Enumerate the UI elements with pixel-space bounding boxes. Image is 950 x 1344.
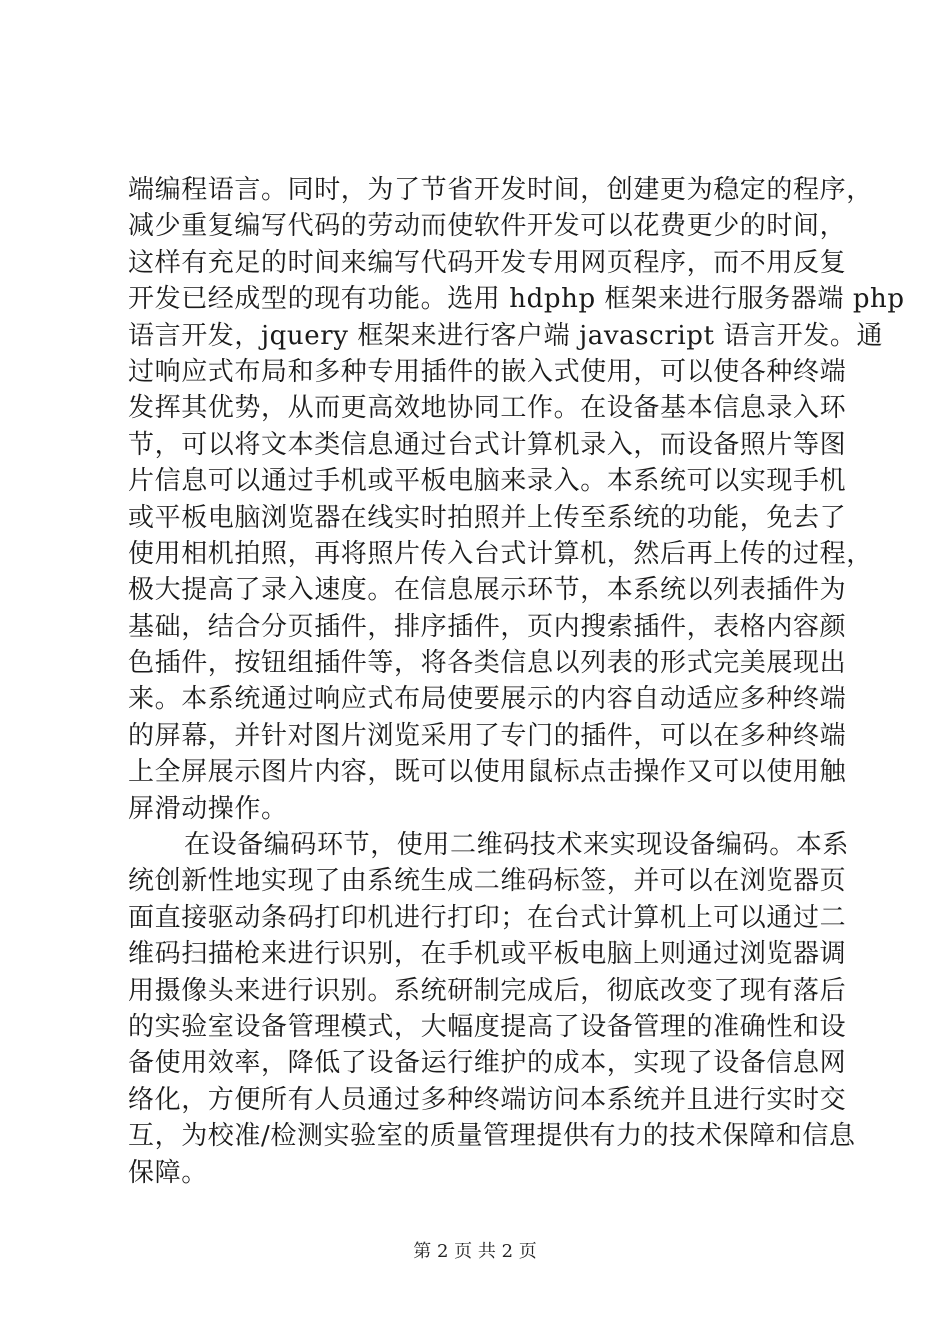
paragraph-1-line: 这样有充足的时间来编写代码开发专用网页程序，而不用反复 — [128, 247, 847, 278]
paragraph-1-line: 极大提高了录入速度。在信息展示环节，本系统以列表插件为 — [128, 575, 847, 606]
paragraph-1-line: 基础，结合分页插件，排序插件，页内搜索插件，表格内容颜 — [128, 611, 847, 642]
paragraph-2-line: 维码扫描枪来进行识别，在手机或平板电脑上则通过浏览器调 — [128, 939, 847, 970]
paragraph-1-line: 使用相机拍照，再将照片传入台式计算机，然后再上传的过程， — [128, 538, 873, 569]
paragraph-1-line: 过响应式布局和多种专用插件的嵌入式使用，可以使各种终端 — [128, 356, 847, 387]
paragraph-2-line: 统创新性地实现了由系统生成二维码标签，并可以在浏览器页 — [128, 866, 847, 897]
paragraph-1-line: 来。本系统通过响应式布局使要展示的内容自动适应多种终端 — [128, 684, 847, 715]
paragraph-1-line: 色插件，按钮组插件等，将各类信息以列表的形式完美展现出 — [128, 648, 847, 679]
paragraph-1-line: 端编程语言。同时，为了节省开发时间，创建更为稳定的程序， — [128, 175, 873, 205]
paragraph-1-line: 语言开发，jquery 框架来进行客户端 javascript 语言开发。通 — [128, 320, 884, 351]
paragraph-1-line: 开发已经成型的现有功能。选用 hdphp 框架来进行服务器端 php — [128, 284, 905, 315]
paragraph-1-last-line: 屏滑动操作。 — [128, 793, 288, 824]
body-text — [128, 172, 905, 1191]
page-number-footer: 第 2 页 共 2 页 — [413, 1241, 537, 1262]
paragraph-2-first-line: 在设备编码环节，使用二维码技术来实现设备编码。本系 — [184, 830, 850, 861]
paragraph-2-line: 面直接驱动条码打印机进行打印；在台式计算机上可以通过二 — [128, 902, 847, 933]
paragraph-1-line: 节，可以将文本类信息通过台式计算机录入，而设备照片等图 — [128, 429, 847, 460]
paragraph-2-line: 的实验室设备管理模式，大幅度提高了设备管理的准确性和设 — [128, 1011, 847, 1042]
paragraph-2-line: 互，为校准/检测实验室的质量管理提供有力的技术保障和信息 — [128, 1121, 856, 1152]
paragraph-2-last-line: 保障。 — [128, 1157, 208, 1188]
paragraph-1-line: 减少重复编写代码的劳动而使软件开发可以花费更少的时间， — [128, 211, 847, 242]
paragraph-1-line: 发挥其优势，从而更高效地协同工作。在设备基本信息录入环 — [128, 393, 847, 424]
paragraph-2-line: 络化，方便所有人员通过多种终端访问本系统并且进行实时交 — [128, 1084, 847, 1115]
paragraph-1-line: 上全屏展示图片内容，既可以使用鼠标点击操作又可以使用触 — [128, 757, 847, 788]
paragraph-2-line: 备使用效率，降低了设备运行维护的成本，实现了设备信息网 — [128, 1048, 847, 1079]
paragraph-1-line: 或平板电脑浏览器在线实时拍照并上传至系统的功能，免去了 — [128, 502, 847, 533]
paragraph-1-line: 片信息可以通过手机或平板电脑来录入。本系统可以实现手机 — [128, 466, 847, 497]
paragraph-2-line: 用摄像头来进行识别。系统研制完成后，彻底改变了现有落后 — [128, 975, 847, 1006]
paragraph-1-line: 的屏幕，并针对图片浏览采用了专门的插件，可以在多种终端 — [128, 720, 847, 751]
